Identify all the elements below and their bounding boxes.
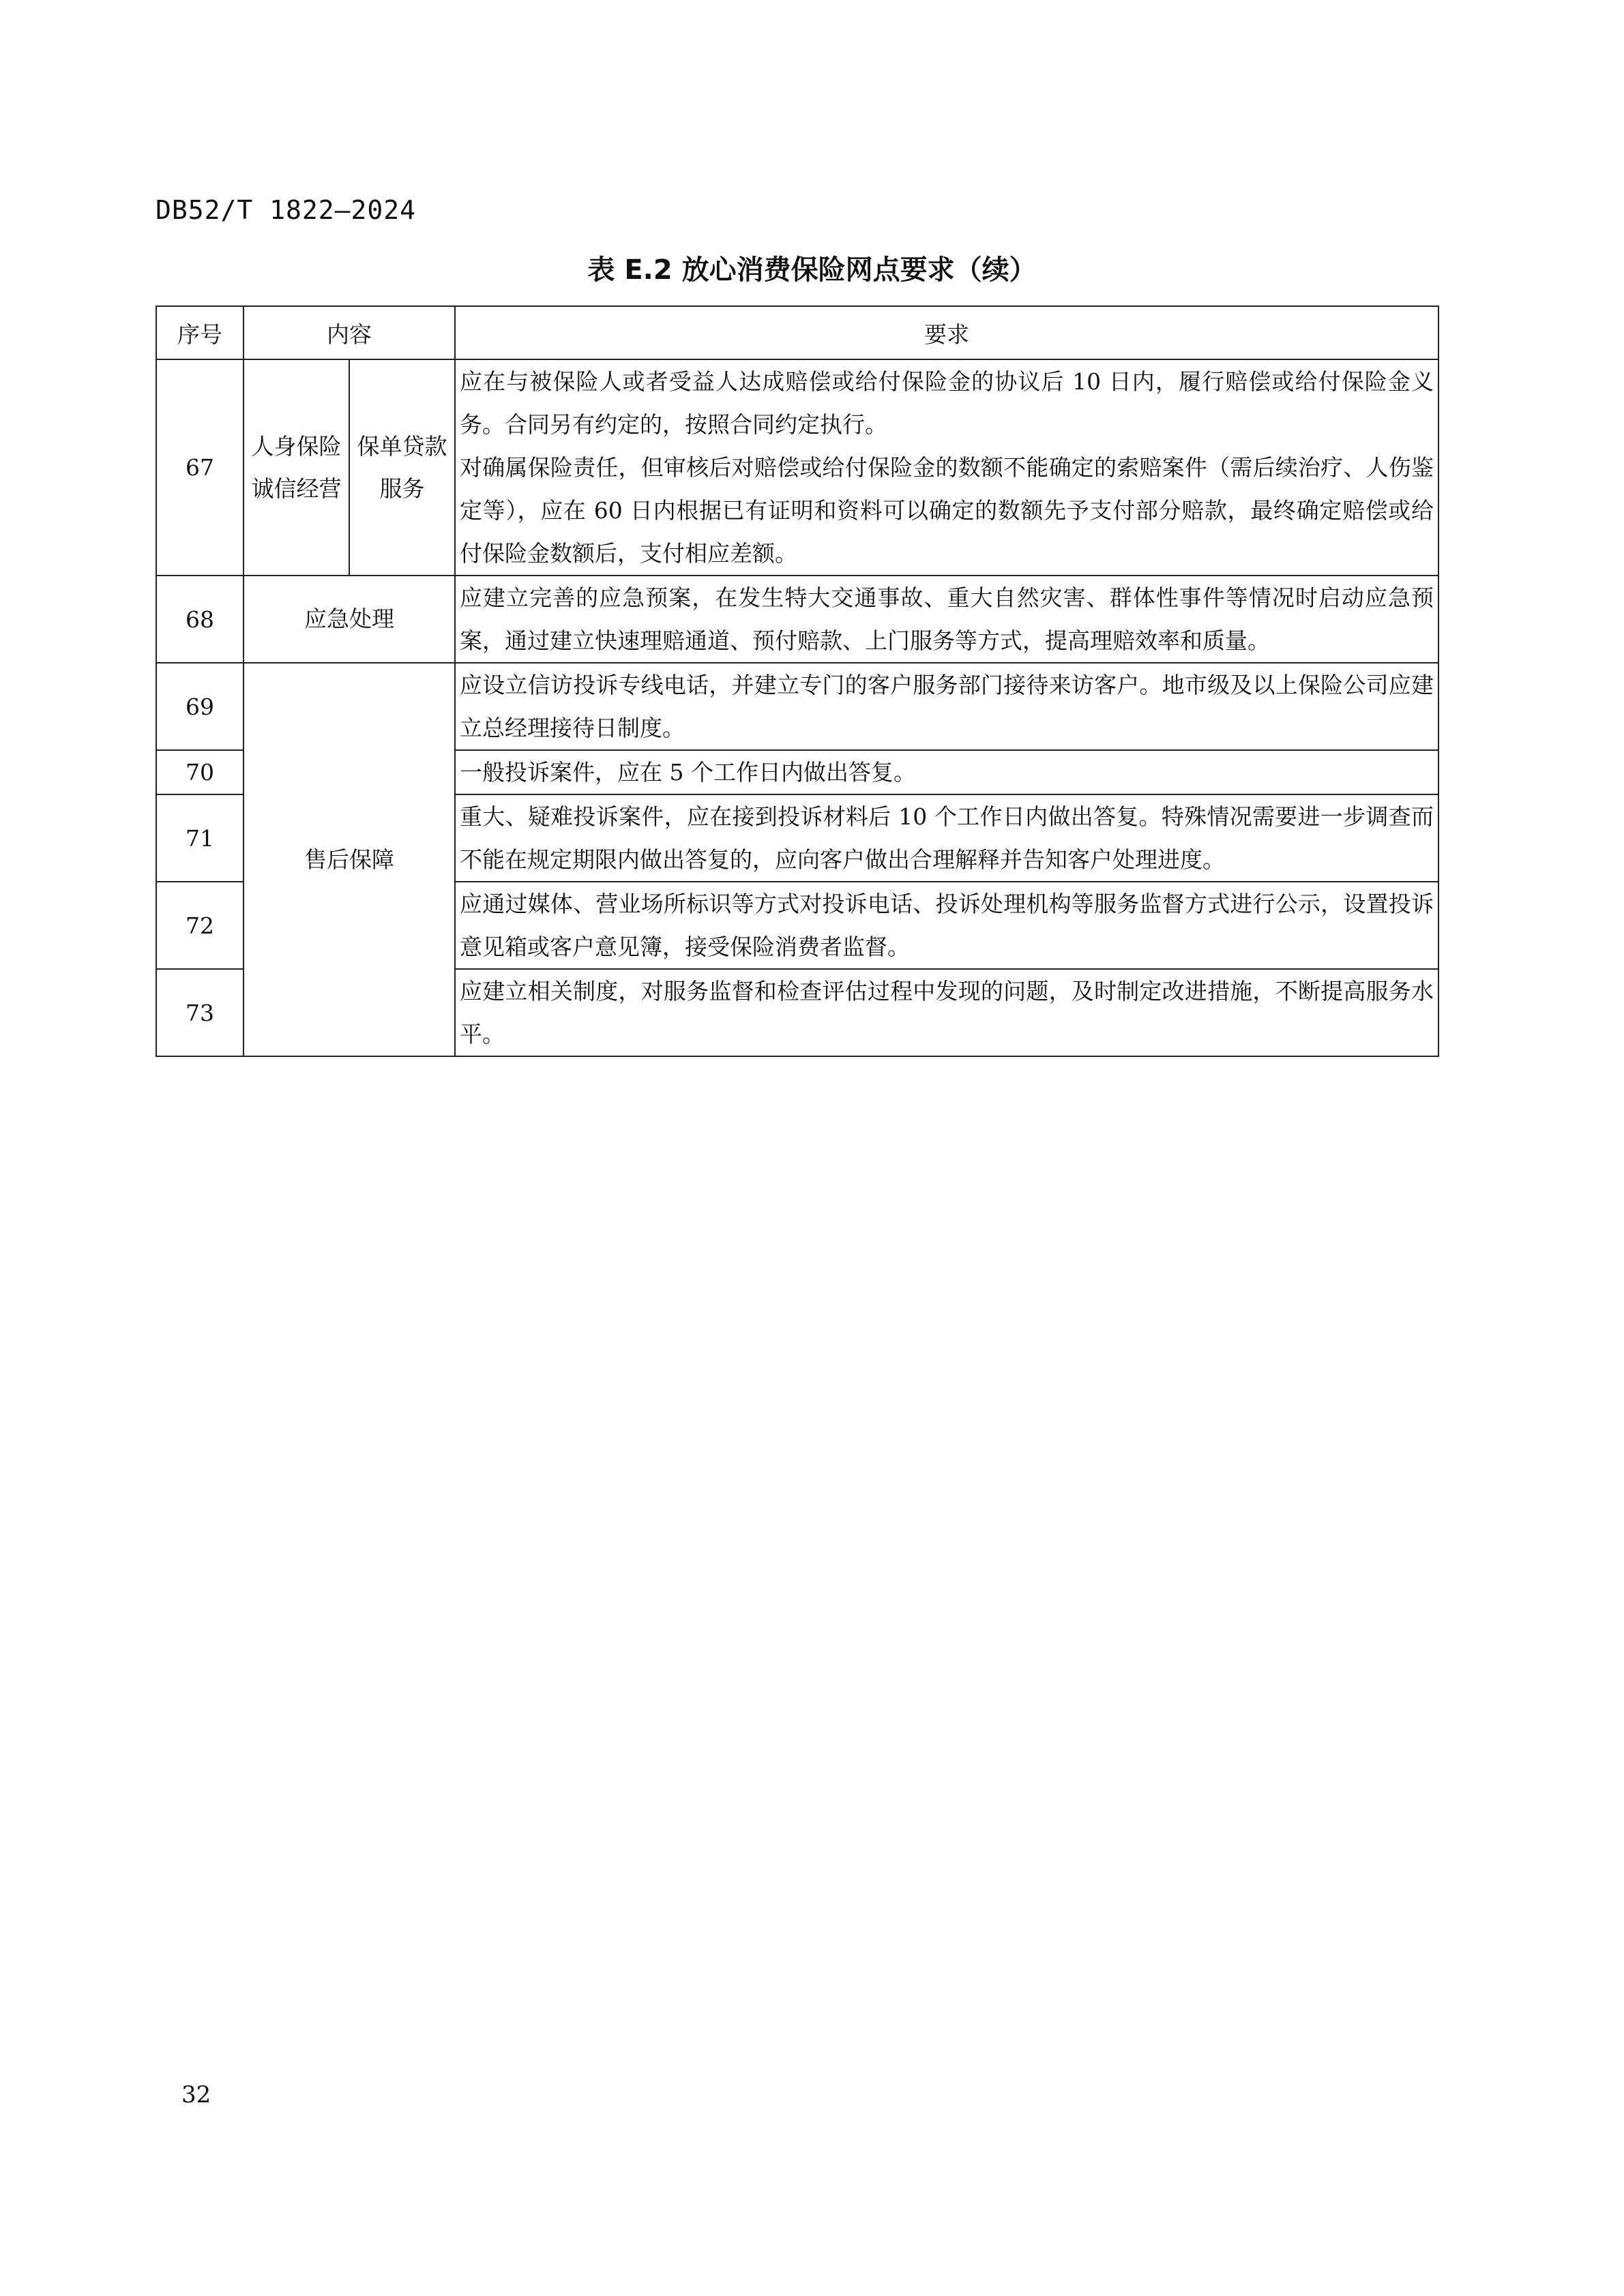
document-id: DB52/T 1822—2024 [156, 195, 417, 225]
category-line: 诚信经营 [251, 475, 342, 502]
requirement-cell: 应建立完善的应急预案，在发生特大交通事故、重大自然灾害、群体性事件等情况时启动应急预案，通过建立快速理赔通道、预付赔款、上门服务等方式，提高理赔效率和质量。 [455, 576, 1438, 663]
category-cell-after-sales: 售后保障 [243, 663, 455, 1056]
category-cell [243, 359, 349, 576]
table-row [156, 576, 1438, 663]
row-number: 67 [156, 359, 243, 576]
row-number: 71 [156, 794, 243, 882]
requirement-cell: 一般投诉案件，应在 5 个工作日内做出答复。 [455, 750, 1438, 794]
row-number: 73 [156, 969, 243, 1056]
category-cell: 应急处理 [243, 576, 455, 663]
requirement-paragraph: 对确属保险责任，但审核后对赔偿或给付保险金的数额不能确定的索赔案件（需后续治疗、人伤鉴定等），应在 60 日内根据已有证明和资料可以确定的数额先予支付部分赔款，最终确定赔偿或给付保险金数额后，支付相应差额。 [460, 454, 1434, 567]
header-requirement: 要求 [455, 306, 1438, 359]
row-number: 72 [156, 882, 243, 969]
table-header-row [156, 306, 1438, 359]
header-num: 序号 [156, 306, 243, 359]
row-number: 70 [156, 750, 243, 794]
requirement-cell: 应通过媒体、营业场所标识等方式对投诉电话、投诉处理机构等服务监督方式进行公示，设置投诉意见箱或客户意见簿，接受保险消费者监督。 [455, 882, 1438, 969]
table-row [156, 663, 1438, 750]
requirement-cell: 应设立信访投诉专线电话，并建立专门的客户服务部门接待来访客户。地市级及以上保险公司应建立总经理接待日制度。 [455, 663, 1438, 750]
requirement-cell: 应建立相关制度，对服务监督和检查评估过程中发现的问题，及时制定改进措施，不断提高服务水平。 [455, 969, 1438, 1056]
requirement-cell [455, 359, 1438, 576]
table-row [156, 359, 1438, 576]
subcategory-line: 服务 [379, 475, 425, 502]
row-number: 68 [156, 576, 243, 663]
table-title: 表 E.2 放心消费保险网点要求（续） [587, 254, 1037, 286]
subcategory-line: 保单贷款 [357, 432, 447, 460]
requirement-cell: 重大、疑难投诉案件，应在接到投诉材料后 10 个工作日内做出答复。特殊情况需要进一步调查而不能在规定期限内做出答复的，应向客户做出合理解释并告知客户处理进度。 [455, 794, 1438, 882]
header-content: 内容 [243, 306, 455, 359]
requirement-paragraph: 应在与被保险人或者受益人达成赔偿或给付保险金的协议后 10 日内，履行赔偿或给付保险金义务。合同另有约定的，按照合同约定执行。 [460, 368, 1434, 438]
page-number: 32 [181, 2081, 211, 2108]
requirements-table [156, 305, 1439, 1057]
row-number: 69 [156, 663, 243, 750]
subcategory-cell [349, 359, 455, 576]
category-line: 人身保险 [251, 432, 342, 460]
